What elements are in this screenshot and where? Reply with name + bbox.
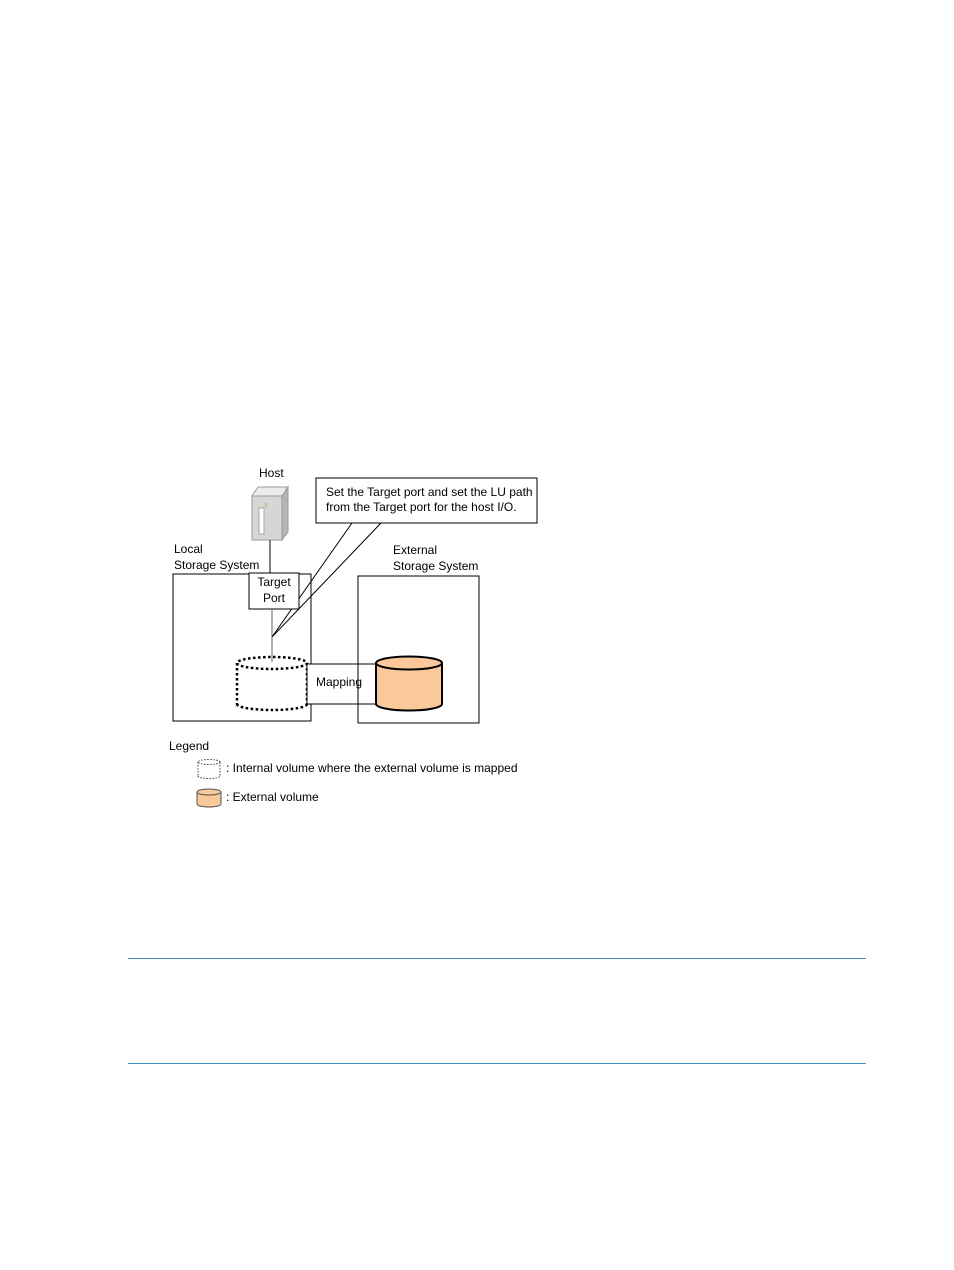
legend-title: Legend bbox=[169, 739, 210, 753]
callout-text-line1: Set the Target port and set the LU path bbox=[326, 485, 533, 499]
host-server-icon bbox=[252, 487, 288, 540]
legend-external-volume-icon bbox=[197, 789, 221, 807]
legend-internal-volume-icon bbox=[198, 760, 220, 779]
target-port-label-line1: Target bbox=[257, 575, 291, 589]
local-storage-label-line2: Storage System bbox=[174, 558, 260, 572]
callout-text-line2: from the Target port for the host I/O. bbox=[326, 500, 517, 514]
internal-volume-icon bbox=[237, 657, 307, 710]
external-storage-label-line1: External bbox=[393, 543, 438, 557]
mapping-label: Mapping bbox=[316, 675, 363, 689]
legend-external-volume-text: : External volume bbox=[226, 790, 319, 804]
divider-top bbox=[128, 958, 866, 959]
external-volume-icon bbox=[376, 657, 442, 711]
host-label: Host bbox=[259, 466, 284, 480]
external-storage-label-line2: Storage System bbox=[393, 559, 479, 573]
legend-internal-volume-text: : Internal volume where the external volume is mapped bbox=[226, 761, 518, 775]
local-storage-label-line1: Local bbox=[174, 542, 203, 556]
target-port-label-line2: Port bbox=[262, 591, 286, 605]
divider-bottom bbox=[128, 1063, 866, 1064]
